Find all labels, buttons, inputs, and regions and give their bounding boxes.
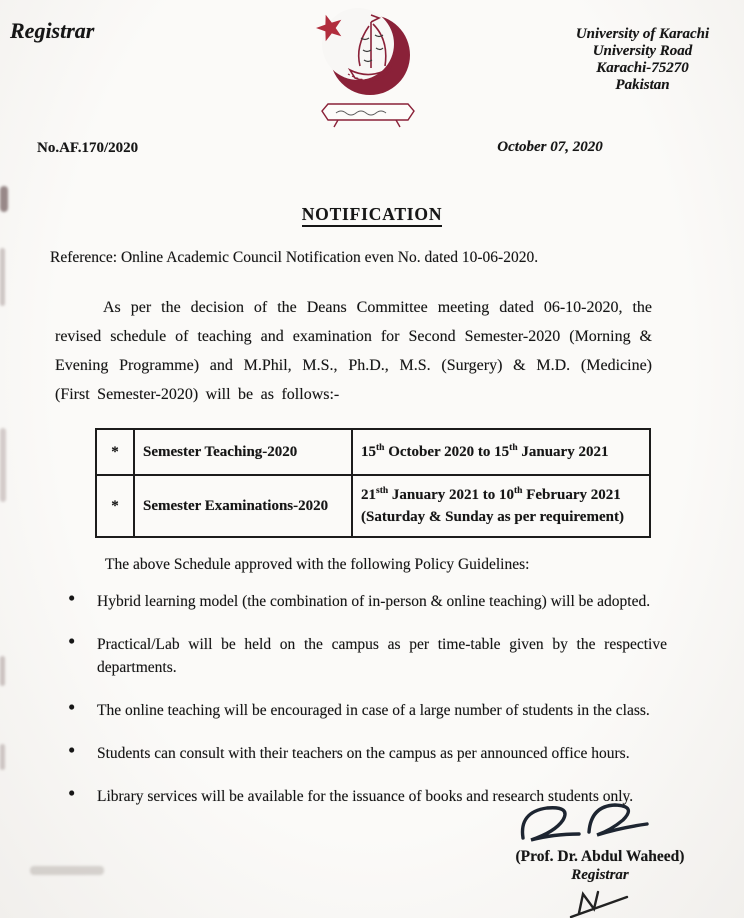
list-item: • Practical/Lab will be held on the campus as per time-table given by the respective departments.: [66, 633, 667, 679]
reference-line: Reference: Online Academic Council Notification even No. dated 10-06-2020.: [50, 249, 539, 266]
scan-artifact: [0, 248, 5, 306]
list-item: • Students can consult with their teachers on the campus as per announced office hours.: [66, 742, 667, 765]
banner-scroll: [322, 104, 414, 127]
signatory-name: (Prof. Dr. Abdul Waheed): [515, 848, 685, 865]
scan-artifact: [0, 744, 5, 770]
scan-artifact: [0, 656, 5, 686]
address-line: University of Karachi: [575, 26, 710, 42]
table-row: [96, 475, 650, 537]
list-item: • The online teaching will be encouraged in case of a large number of students in the class.: [66, 699, 667, 722]
reference-number: No.AF.170/2020: [37, 140, 139, 156]
initial-mark: [567, 886, 633, 918]
address-line: University Road: [592, 43, 693, 59]
table-row: [96, 429, 650, 475]
guidelines-intro: The above Schedule approved with the following Policy Guidelines:: [105, 556, 530, 573]
letter-date: October 07, 2020: [497, 139, 603, 155]
scan-artifact: [0, 428, 6, 502]
list-item: • Library services will be available for the issuance of books and research students only.: [66, 785, 667, 808]
address-line: Pakistan: [615, 77, 670, 93]
row-dates: $21^{sth}$ January 2021 to 10th February 2021 (Saturday & Sunday as per requirement): [352, 475, 650, 537]
row-note: (Saturday & Sunday as per requirement): [361, 509, 624, 525]
row-dates: 15th October 2020 to 15th January 2021: [352, 429, 650, 475]
row-marker: *: [96, 429, 134, 475]
signatory-title: Registrar: [571, 867, 629, 883]
row-label: Semester Teaching-2020: [134, 429, 352, 475]
scan-artifact: [30, 866, 104, 875]
signature-block: [450, 798, 744, 918]
body-paragraph: As per the decision of the Deans Committee meeting dated 06-10-2020, the revised schedule of teaching and examination for Second Semester-2020 (Morning & Evening Programme) and M.Phil, M.S., Ph.D., M.S. (Surgery) & M.D. (Medicine) (First Semester-2020) will be as follows:-: [55, 299, 652, 403]
row-marker: *: [96, 475, 134, 537]
row-label: Semester Examinations-2020: [134, 475, 352, 537]
crescent-star-logo-icon: [292, 8, 444, 132]
address-line: Karachi-75270: [596, 60, 689, 76]
signature-scribble: [505, 798, 665, 850]
list-item: • Hybrid learning model (the combination of in-person & online teaching) will be adopted.: [66, 590, 667, 613]
university-address: [555, 26, 730, 94]
university-logo: [292, 8, 444, 132]
registrar-label: Registrar: [10, 18, 95, 43]
schedule-table: [95, 428, 651, 538]
policy-guidelines-list: [66, 590, 667, 828]
notification-title: NOTIFICATION: [0, 191, 744, 228]
